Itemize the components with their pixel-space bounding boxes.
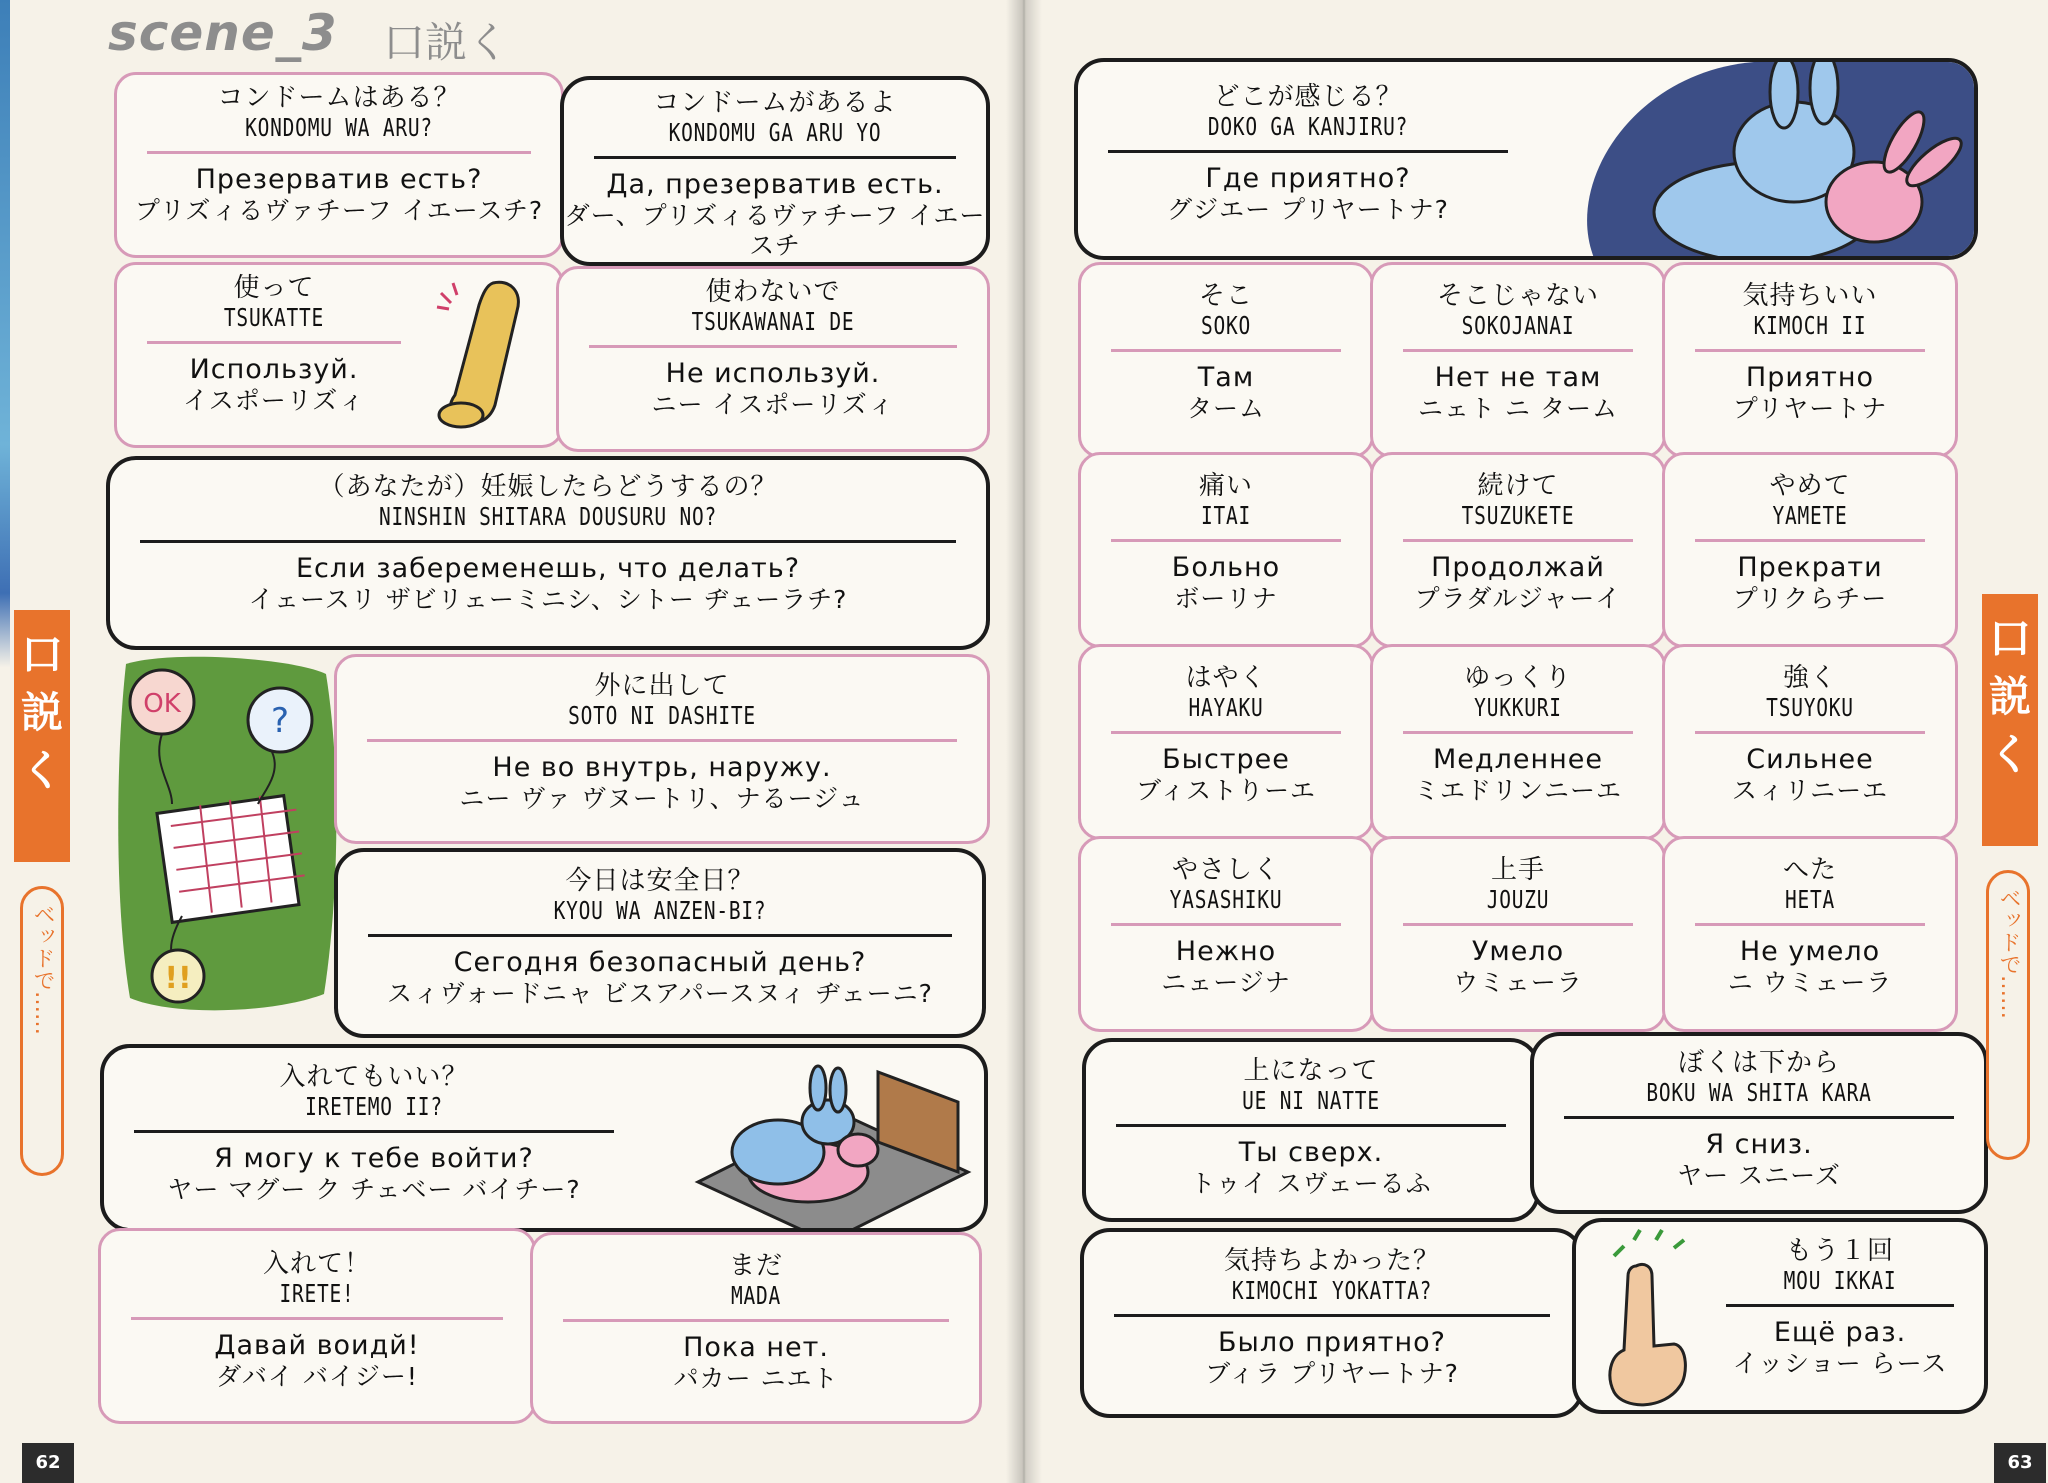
condom-illustration [431, 275, 541, 435]
phrase-jp: ゆっくり [1464, 663, 1572, 693]
phrase-katakana: ダー、プリズィるヴァチーフ イエースチ [564, 201, 986, 260]
phrase-russian: Не во внутрь, наружу. [492, 752, 832, 783]
phrase-romaji: MADA [730, 1281, 782, 1310]
phrase-romaji: ITAI [1200, 501, 1252, 530]
phrase-russian: Если забеременешь, что делать? [295, 553, 801, 584]
phrase-katakana: プリズィるヴァチーフ イエースチ? [134, 196, 544, 225]
phrase-card [100, 1044, 988, 1232]
phrase-katakana: ニェージナ [1161, 968, 1291, 997]
phrase-romaji: SOKOJANAI [1461, 311, 1575, 340]
phrase-russian: Там [1197, 362, 1255, 393]
divider [134, 1130, 614, 1133]
phrase-russian: Прекрати [1737, 552, 1883, 583]
phrase-katakana: スィヴォードニャ ビスアパースヌィ ヂェーニ? [387, 979, 933, 1008]
phrase-romaji: KIMOCHI YOKATTA? [1231, 1276, 1433, 1305]
phrase-katakana: スィリニーエ [1731, 776, 1889, 805]
phrase-russian: Не используй. [665, 358, 881, 389]
section-tab-label: ベッドで…… [1996, 887, 2021, 1019]
word-card [1370, 262, 1666, 458]
phrase-russian: Я сниз. [1705, 1129, 1813, 1160]
question-label: ? [270, 701, 290, 741]
word-card [1662, 262, 1958, 458]
phrase-russian: Давай воидй! [214, 1330, 420, 1361]
phrase-jp: ぼくは下から [1677, 1048, 1840, 1078]
divider [1564, 1116, 1954, 1119]
phrase-katakana: ボーリナ [1174, 584, 1278, 613]
phrase-romaji: YAMETE [1772, 501, 1848, 530]
divider [594, 156, 956, 159]
phrase-katakana: ミエドリンニーエ [1413, 776, 1622, 805]
book-spine [1006, 0, 1042, 1483]
phrase-romaji: KONDOMU GA ARU YO [668, 118, 882, 147]
phrase-romaji: DOKO GA KANJIRU? [1207, 112, 1409, 141]
word-card [1662, 836, 1958, 1032]
divider [131, 1317, 503, 1320]
bunnies-bed-illustration [678, 1052, 978, 1232]
phrase-russian: Пока нет. [683, 1332, 829, 1363]
phrase-card [1074, 58, 1978, 260]
phrase-card [530, 1232, 982, 1424]
divider [589, 345, 957, 348]
phrase-russian: Быстрее [1162, 744, 1290, 775]
phrase-katakana: ニー ヴァ ヴヌートリ、ナるージュ [459, 784, 865, 813]
phrase-card [556, 266, 990, 452]
chapter-tab [1982, 594, 2038, 846]
phrase-romaji: IRETE! [279, 1279, 355, 1308]
phrase-romaji: UE NI NATTE [1242, 1086, 1380, 1115]
phrase-russian: Сильнее [1746, 744, 1874, 775]
phrase-jp: 痛い [1198, 471, 1253, 501]
divider [1111, 923, 1341, 926]
phrase-card [106, 456, 990, 650]
phrase-romaji: KYOU WA ANZEN-BI? [553, 896, 767, 925]
phrase-russian: Не умело [1739, 936, 1881, 967]
divider [1403, 923, 1633, 926]
phrase-romaji: MOU IKKAI [1783, 1266, 1897, 1295]
phrase-katakana: ヤー スニーズ [1677, 1161, 1841, 1190]
divider [563, 1319, 949, 1322]
section-tab [20, 886, 64, 1176]
scan-edge [0, 0, 10, 1483]
chapter-tab-char: く [1988, 730, 2031, 779]
phrase-russian: Презерватив есть? [195, 164, 483, 195]
scene-subtitle: 口説く [383, 18, 510, 67]
phrase-russian: Приятно [1745, 362, 1875, 393]
phrase-katakana: ヤー マグー ク チェベー バイチー? [167, 1175, 581, 1204]
phrase-jp: 今日は安全日？ [565, 866, 755, 896]
phrase-romaji: TSUZUKETE [1461, 501, 1575, 530]
phrase-romaji: KONDOMU WA ARU? [245, 113, 433, 142]
phrase-romaji: JOUZU [1486, 885, 1550, 914]
phrase-katakana: ニェト ニ ターム [1418, 394, 1618, 423]
phrase-jp: 使って [233, 273, 315, 303]
phrase-romaji: HETA [1784, 885, 1836, 914]
chapter-tab [14, 610, 70, 862]
ok-label: OK [143, 689, 181, 719]
phrase-russian: Продолжай [1431, 552, 1605, 583]
phrase-jp: （あなたが）妊娠したらどうするの？ [318, 472, 778, 502]
phrase-romaji: IRETEMO II? [305, 1092, 443, 1121]
phrase-romaji: SOKO [1200, 311, 1252, 340]
divider [368, 934, 952, 937]
phrase-jp: そこじゃない [1436, 281, 1599, 311]
divider [147, 151, 531, 154]
phrase-jp: まだ [728, 1251, 783, 1281]
phrase-jp: 気持ちいい [1742, 281, 1878, 311]
phrase-katakana: イッショー らース [1732, 1349, 1948, 1378]
phrase-katakana: ニー イスポーリズィ [651, 390, 895, 419]
phrase-romaji: YASASHIKU [1169, 885, 1283, 914]
section-tab-label: ベッドで…… [30, 903, 55, 1035]
word-card [1078, 836, 1374, 1032]
phrase-jp: コンドームはある？ [217, 83, 461, 113]
phrase-card [1572, 1218, 1988, 1414]
phrase-romaji: SOTO NI DASHITE [568, 701, 756, 730]
word-card [1662, 644, 1958, 840]
phrase-card [114, 72, 564, 258]
chapter-tab-char: 説 [1988, 672, 2031, 721]
phrase-jp: コンドームがあるよ [653, 88, 897, 118]
phrase-katakana: ターム [1186, 394, 1265, 423]
chapter-tab-char: 口 [20, 630, 63, 679]
phrase-romaji: TSUYOKU [1766, 693, 1854, 722]
phrase-katakana: イェースリ ザビリェーミニシ、シトー ヂェーラチ? [248, 585, 848, 614]
phrase-katakana: イスポーリズィ [182, 386, 365, 415]
word-card [1078, 452, 1374, 648]
phrase-russian: Ещё раз. [1773, 1317, 1907, 1348]
divider [1111, 349, 1341, 352]
divider [147, 341, 401, 344]
finger-illustration [1584, 1226, 1704, 1414]
phrase-jp: やめて [1769, 471, 1851, 501]
phrase-russian: Медленнее [1433, 744, 1603, 775]
page-number-right: 63 [1994, 1443, 2046, 1483]
phrase-russian: Ты сверх. [1238, 1137, 1384, 1168]
word-card [1662, 452, 1958, 648]
phrase-romaji: TSUKATTE [223, 303, 325, 332]
phrase-romaji: YUKKURI [1474, 693, 1562, 722]
phrase-jp: どこが感じる？ [1213, 82, 1403, 112]
phrase-russian: Было приятно? [1217, 1327, 1446, 1358]
right-page [1024, 0, 2048, 1483]
phrase-card [98, 1228, 536, 1424]
phrase-jp: へた [1782, 855, 1837, 885]
phrase-card [560, 76, 990, 266]
phrase-katakana: トゥイ スヴェーるふ [1190, 1169, 1432, 1198]
phrase-jp: はやく [1185, 663, 1267, 693]
phrase-jp: 上手 [1490, 855, 1545, 885]
word-card [1078, 644, 1374, 840]
phrase-katakana: パカー ニエト [673, 1364, 839, 1393]
divider [1111, 731, 1341, 734]
phrase-romaji: BOKU WA SHITA KARA [1646, 1078, 1872, 1107]
phrase-katakana: ブィラ プリヤートナ? [1205, 1359, 1459, 1388]
phrase-katakana: ウミェーラ [1453, 968, 1583, 997]
divider [1116, 1124, 1506, 1127]
phrase-katakana: ダバイ バイジー! [216, 1362, 418, 1391]
divider [367, 739, 957, 742]
phrase-jp: 使わないで [705, 277, 841, 307]
phrase-katakana: プラダルジャーイ [1414, 584, 1622, 613]
divider [1695, 349, 1925, 352]
divider [1695, 923, 1925, 926]
divider [1114, 1314, 1550, 1317]
phrase-jp: 外に出して [594, 671, 730, 701]
phrase-jp: 強く [1782, 663, 1837, 693]
phrase-russian: Используй. [189, 354, 359, 385]
phrase-card [1082, 1038, 1540, 1222]
divider [1695, 731, 1925, 734]
phrase-russian: Где приятно? [1205, 163, 1411, 194]
phrase-card [1080, 1228, 1584, 1418]
phrase-jp: もう１回 [1785, 1236, 1894, 1266]
word-card [1370, 452, 1666, 648]
phrase-romaji: KIMOCH II [1753, 311, 1867, 340]
phrase-katakana: グジエー プリヤートナ? [1167, 195, 1449, 224]
divider [1111, 539, 1341, 542]
phrase-romaji: TSUKAWANAI DE [691, 307, 855, 336]
phrase-russian: Нежно [1175, 936, 1277, 967]
chapter-tab-char: 口 [1988, 614, 2031, 663]
phrase-jp: 気持ちよかった？ [1223, 1246, 1440, 1276]
bunnies-hug-illustration [1554, 62, 1974, 258]
divider [1403, 539, 1633, 542]
divider [1695, 539, 1925, 542]
phrase-card [334, 654, 990, 844]
divider [1403, 731, 1633, 734]
phrase-jp: 入れて！ [262, 1249, 371, 1279]
phrase-katakana: ニ ウミェーラ [1727, 968, 1893, 997]
chapter-tab-char: 説 [20, 688, 63, 737]
divider [1108, 150, 1508, 153]
page-number-left: 62 [22, 1443, 74, 1483]
phrase-russian: Сегодня безопасный день? [453, 947, 867, 978]
phrase-katakana: プリヤートナ [1732, 394, 1888, 423]
chapter-tab-char: く [20, 746, 63, 795]
phrase-russian: Умело [1471, 936, 1565, 967]
divider [140, 540, 956, 543]
phrase-katakana: ブィストりーエ [1135, 776, 1316, 805]
word-card [1370, 836, 1666, 1032]
calendar-illustration [112, 654, 340, 1018]
phrase-jp: 続けて [1477, 471, 1559, 501]
phrase-jp: やさしく [1171, 855, 1280, 885]
phrase-romaji: NINSHIN SHITARA DOUSURU NO? [378, 502, 718, 531]
divider [1403, 349, 1633, 352]
phrase-romaji: HAYAKU [1188, 693, 1264, 722]
phrase-russian: Больно [1171, 552, 1281, 583]
divider [1726, 1304, 1954, 1307]
phrase-russian: Нет не там [1434, 362, 1602, 393]
phrase-card [114, 262, 564, 448]
phrase-card [334, 848, 986, 1038]
phrase-jp: そこ [1198, 281, 1253, 311]
scene-title: scene_3 [108, 4, 338, 62]
exclaim-label: !! [164, 961, 192, 996]
phrase-russian: Да, презерватив есть. [606, 169, 944, 200]
phrase-katakana: プリクらチー [1732, 584, 1888, 613]
word-card [1078, 262, 1374, 458]
word-card [1370, 644, 1666, 840]
section-tab [1986, 870, 2030, 1160]
phrase-russian: Я могу к тебе войти? [214, 1143, 534, 1174]
phrase-jp: 入れてもいい？ [279, 1062, 469, 1092]
phrase-jp: 上になって [1243, 1056, 1379, 1086]
phrase-card [1530, 1032, 1988, 1214]
